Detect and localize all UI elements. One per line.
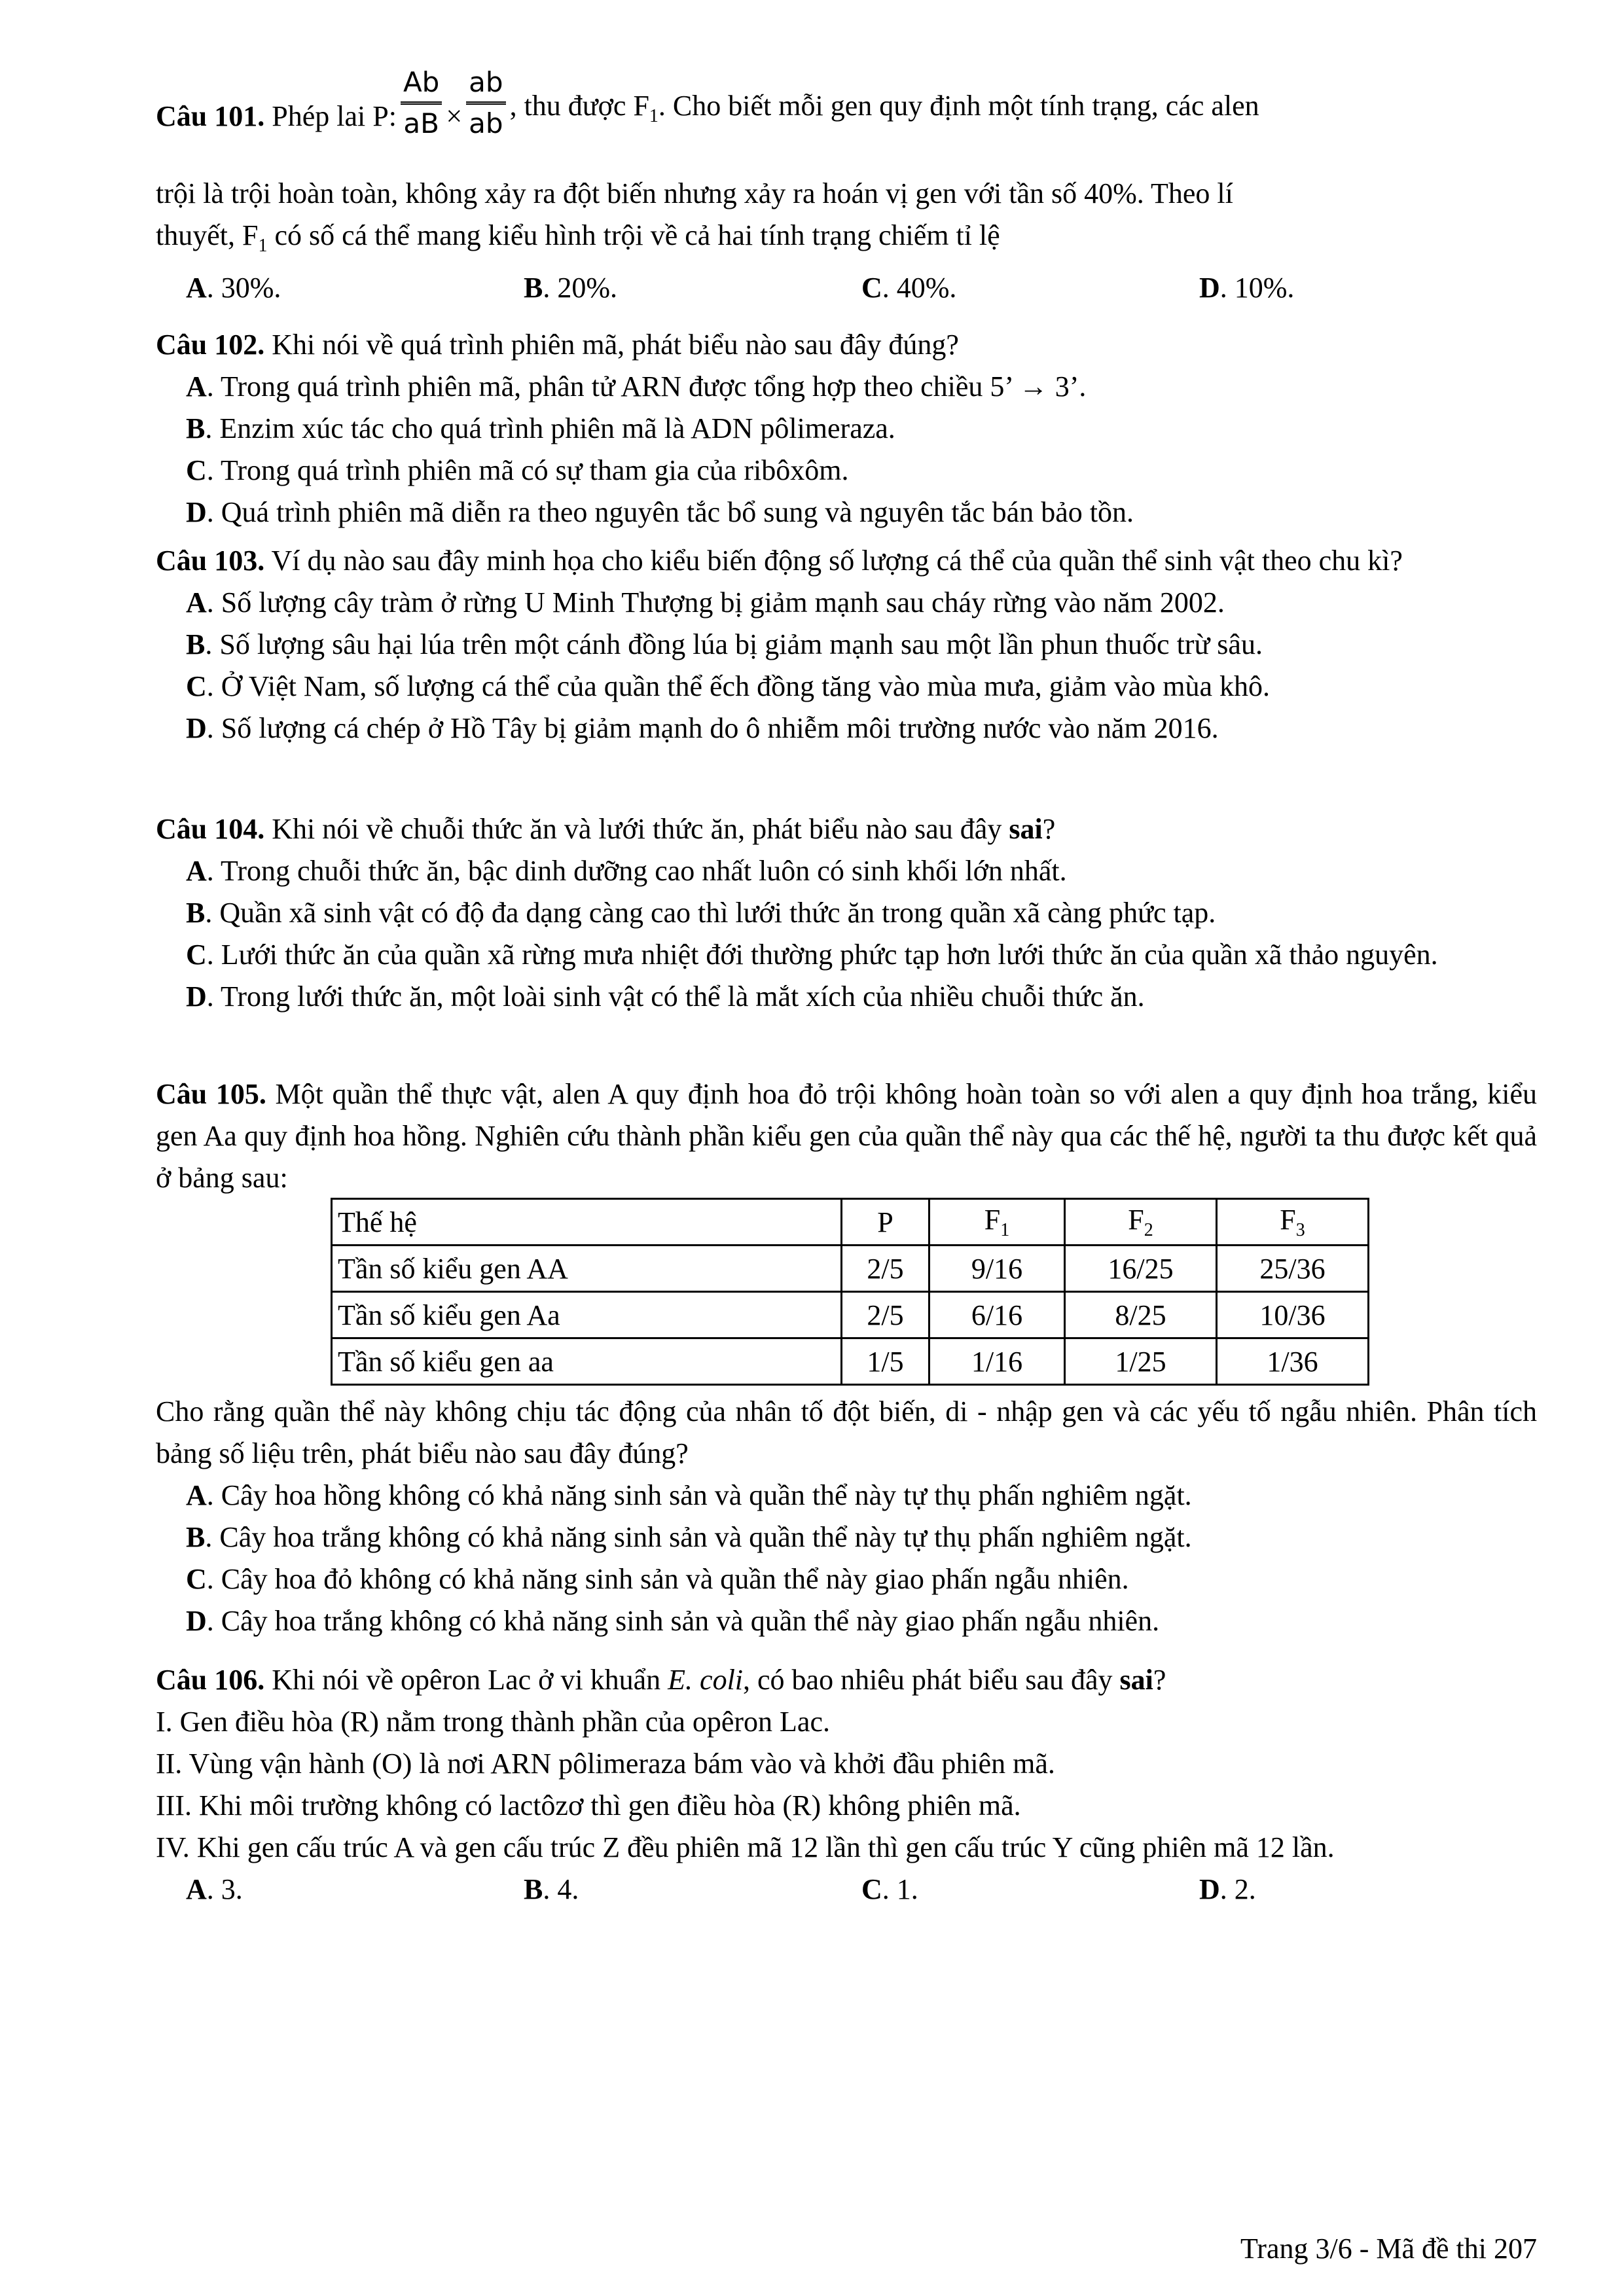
option-b[interactable]: B. Cây hoa trắng không có khả năng sinh sản và quần thể này tự thụ phấn nghiêm ngặt. — [186, 1521, 1192, 1553]
option-a[interactable]: A. Trong quá trình phiên mã, phân tử ARN được tổng hợp theo chiều 5’ → 3’. — [186, 370, 1087, 403]
question-103-stem — [156, 540, 1537, 582]
table-header-cell: $F_3$ — [1217, 1199, 1369, 1246]
question-101-label: Câu 101. — [156, 100, 265, 132]
table-cell: Tần số kiểu gen Aa — [332, 1292, 842, 1338]
question-102 — [156, 324, 1537, 533]
subscript: 1 — [258, 235, 268, 256]
question-103 — [156, 540, 1537, 749]
table-cell: 1/36 — [1217, 1338, 1369, 1385]
option-a[interactable]: A. Số lượng cây tràm ở rừng U Minh Thượng bị giảm mạnh sau cháy rừng vào năm 2002. — [186, 586, 1225, 619]
option-b[interactable]: B. 20%. — [524, 271, 618, 304]
question-106-label: Câu 106. — [156, 1664, 265, 1696]
question-101-pre: Phép lai P: — [272, 100, 397, 132]
genotype-fraction-2 — [466, 65, 505, 141]
question-105-after: Cho rằng quần thể này không chịu tác động của nhân tố đột biến, di - nhập gen và các yếu tố ngẫu nhiên. Phân tích bảng số liệu trên, phát biểu nào sau đây đúng? — [156, 1395, 1537, 1469]
table-header-cell: P — [842, 1199, 929, 1246]
table-row — [332, 1338, 1369, 1385]
option-c[interactable]: C. Cây hoa đỏ không có khả năng sinh sản và quần thể này giao phấn ngẫu nhiên. — [186, 1563, 1129, 1595]
table-row — [332, 1246, 1369, 1292]
fraction-2-numerator: ab — [466, 65, 505, 105]
question-105-text: Một quần thể thực vật, alen A quy định hoa đỏ trội không hoàn toàn so với alen a quy định hoa trắng, kiểu gen Aa quy định hoa hồng. Nghiên cứu thành phần kiểu gen của quần thể này qua các thế hệ, người ta thu được kết quả ở bảng sau: — [156, 1078, 1537, 1194]
question-103-label: Câu 103. — [156, 545, 265, 577]
table-cell: 1/16 — [929, 1338, 1065, 1385]
table-cell: 2/5 — [842, 1292, 929, 1338]
option-a[interactable]: A. 3. — [186, 1873, 243, 1905]
question-101-line3b: có số cá thể mang kiểu hình trội về cả hai tính trạng chiếm tỉ lệ — [267, 219, 1000, 251]
question-104 — [156, 808, 1537, 1018]
question-101 — [156, 66, 1537, 309]
question-106-emphasis: sai — [1119, 1664, 1153, 1696]
statement-i: I. Gen điều hòa (R) nằm trong thành phần của opêron Lac. — [156, 1706, 830, 1738]
option-d[interactable]: D. 2. — [1199, 1873, 1256, 1905]
subscript: 1 — [649, 106, 659, 126]
statement-iii: III. Khi môi trường không có lactôzơ thì gen điều hòa (R) không phiên mã. — [156, 1789, 1021, 1821]
question-104-stem: Câu 104. Khi nói về chuỗi thức ăn và lưới thức ăn, phát biểu nào sau đây sai? — [156, 813, 1056, 845]
option-d[interactable]: D. 10%. — [1199, 271, 1295, 304]
question-101-line3a: thuyết, F — [156, 219, 259, 251]
option-a[interactable]: A. Trong chuỗi thức ăn, bậc dinh dưỡng cao nhất luôn có sinh khối lớn nhất. — [186, 855, 1067, 887]
option-d[interactable]: D. Trong lưới thức ăn, một loài sinh vật có thể là mắt xích của nhiều chuỗi thức ăn. — [186, 980, 1145, 1013]
question-102-stem — [156, 324, 1537, 366]
option-b[interactable]: B. Số lượng sâu hại lúa trên một cánh đồng lúa bị giảm mạnh sau một lần phun thuốc trừ sâu. — [186, 628, 1263, 660]
question-106-stem: Câu 106. Khi nói về opêron Lac ở vi khuẩn E. coli, có bao nhiêu phát biểu sau đây sai? — [156, 1664, 1166, 1696]
question-103-text: Ví dụ nào sau đây minh họa cho kiểu biến động số lượng cá thể của quần thể sinh vật theo chu kì? — [264, 545, 1403, 577]
statement-iv: IV. Khi gen cấu trúc A và gen cấu trúc Z đều phiên mã 12 lần thì gen cấu trúc Y cũng phiên mã 12 lần. — [156, 1831, 1335, 1863]
question-106 — [156, 1659, 1537, 1910]
table-header-cell: $F_1$ — [929, 1199, 1065, 1246]
fraction-1-numerator: Ab — [401, 65, 442, 105]
table-cell: 9/16 — [929, 1246, 1065, 1292]
table-cell: 25/36 — [1217, 1246, 1369, 1292]
fraction-2-denominator: ab — [469, 107, 503, 139]
statement-ii: II. Vùng vận hành (O) là nơi ARN pôlimeraza bám vào và khởi đầu phiên mã. — [156, 1748, 1055, 1780]
option-c[interactable]: C. Trong quá trình phiên mã có sự tham gia của ribôxôm. — [186, 454, 849, 486]
table-cell: Tần số kiểu gen aa — [332, 1338, 842, 1385]
table-cell: 1/5 — [842, 1338, 929, 1385]
genotype-fraction-1 — [401, 65, 442, 141]
table-cell: 1/25 — [1065, 1338, 1217, 1385]
option-a[interactable]: A. Cây hoa hồng không có khả năng sinh sản và quần thể này tự thụ phấn nghiêm ngặt. — [186, 1479, 1192, 1511]
question-101-line2: trội là trội hoàn toàn, không xảy ra đột biến nhưng xảy ra hoán vị gen với tần số 40%. Theo lí — [156, 177, 1233, 209]
page-footer: Trang 3/6 - Mã đề thi 207 — [1240, 2233, 1537, 2265]
question-105-label: Câu 105. — [156, 1078, 266, 1110]
question-105-stem — [156, 1073, 1537, 1199]
option-d[interactable]: D. Quá trình phiên mã diễn ra theo nguyên tắc bổ sung và nguyên tắc bán bảo tồn. — [186, 496, 1134, 528]
option-c[interactable]: C. 40%. — [861, 271, 957, 304]
question-105 — [156, 1073, 1537, 1199]
fraction-1-denominator: aB — [403, 107, 439, 139]
question-104-label: Câu 104. — [156, 813, 265, 845]
option-b[interactable]: B. Enzim xúc tác cho quá trình phiên mã là ADN pôlimeraza. — [186, 412, 895, 444]
table-cell: 2/5 — [842, 1246, 929, 1292]
question-102-text: Khi nói về quá trình phiên mã, phát biểu nào sau đây đúng? — [264, 329, 959, 361]
times-symbol: × — [446, 100, 463, 132]
option-c[interactable]: C. 1. — [861, 1873, 918, 1905]
table-cell: Tần số kiểu gen AA — [332, 1246, 842, 1292]
table-cell: 6/16 — [929, 1292, 1065, 1338]
option-d[interactable]: D. Số lượng cá chép ở Hồ Tây bị giảm mạnh do ô nhiễm môi trường nước vào năm 2016. — [186, 712, 1219, 744]
table-cell: 8/25 — [1065, 1292, 1217, 1338]
table-header-row — [332, 1199, 1369, 1246]
option-b[interactable]: B. 4. — [524, 1873, 579, 1905]
option-b[interactable]: B. Quần xã sinh vật có độ đa dạng càng cao thì lưới thức ăn trong quần xã càng phức tạp. — [186, 897, 1216, 929]
option-c[interactable]: C. Ở Việt Nam, số lượng cá thể của quần thể ếch đồng tăng vào mùa mưa, giảm vào mùa khô. — [186, 670, 1270, 702]
species-name: E. coli — [668, 1664, 744, 1696]
question-101-line3 — [156, 215, 1537, 267]
question-105-continued — [156, 1391, 1537, 1642]
question-101-options — [156, 267, 1537, 309]
question-106-options — [156, 1869, 1537, 1910]
question-101-line1 — [156, 66, 1537, 151]
table-header-cell: $F_2$ — [1065, 1199, 1217, 1246]
question-101-post: , thu được F — [509, 90, 649, 122]
option-c[interactable]: C. Lưới thức ăn của quần xã rừng mưa nhiệt đới thường phức tạp hơn lưới thức ăn của quần xã thảo nguyên. — [186, 939, 1438, 971]
question-104-emphasis: sai — [1009, 813, 1043, 845]
table-cell: 16/25 — [1065, 1246, 1217, 1292]
genotype-frequency-table — [331, 1198, 1369, 1386]
option-d[interactable]: D. Cây hoa trắng không có khả năng sinh sản và quần thể này giao phấn ngẫu nhiên. — [186, 1605, 1160, 1637]
option-a[interactable]: A. 30%. — [186, 271, 281, 304]
table-header-cell: Thế hệ — [332, 1199, 842, 1246]
table-row — [332, 1292, 1369, 1338]
question-102-label: Câu 102. — [156, 329, 265, 361]
question-104-text: Khi nói về chuỗi thức ăn và lưới thức ăn, phát biểu nào sau đây — [264, 813, 1009, 845]
table-cell: 10/36 — [1217, 1292, 1369, 1338]
question-101-post2: . Cho biết mỗi gen quy định một tính trạng, các alen — [658, 90, 1259, 122]
